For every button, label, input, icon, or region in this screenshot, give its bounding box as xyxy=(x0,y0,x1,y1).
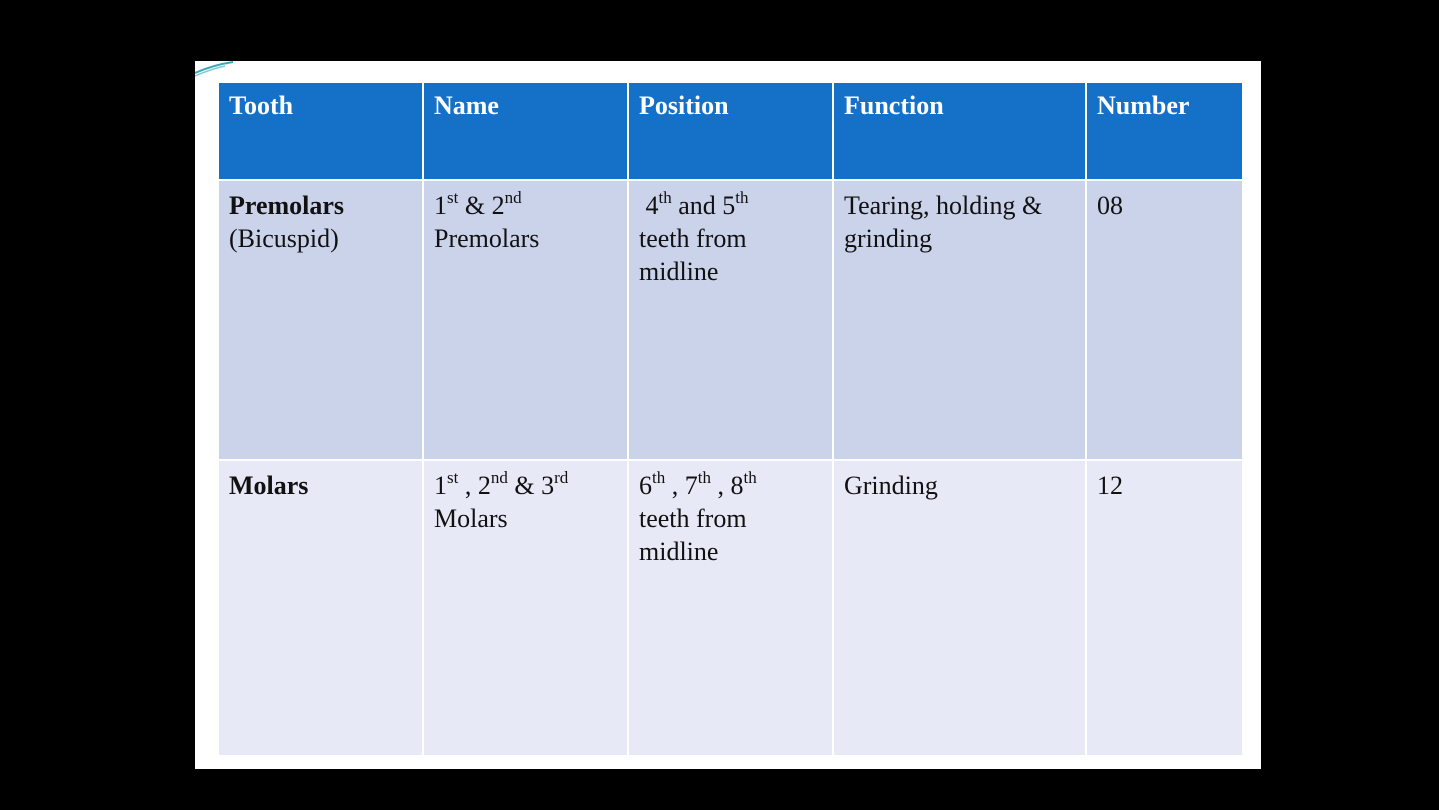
cell-name xyxy=(423,460,628,756)
ordinal-number: 7 xyxy=(684,471,698,500)
ordinal-number: 2 xyxy=(477,471,491,500)
separator: & xyxy=(458,191,492,220)
cell-number xyxy=(1086,460,1243,756)
table-row xyxy=(218,180,1243,460)
corner-swoosh-decoration xyxy=(195,61,235,77)
ordinal-suffix: nd xyxy=(504,188,522,208)
separator: , xyxy=(458,471,478,500)
function-text: grinding xyxy=(844,224,933,253)
ordinal-number: 1 xyxy=(434,471,447,500)
function-text: Grinding xyxy=(844,471,938,500)
cell-function xyxy=(833,460,1086,756)
separator: & xyxy=(507,471,542,500)
header-tooth: Tooth xyxy=(218,82,423,180)
teeth-table xyxy=(217,81,1244,757)
ordinal-suffix: st xyxy=(447,468,459,488)
ordinal-suffix: th xyxy=(735,188,749,208)
cell-tooth xyxy=(218,180,423,460)
ordinal-suffix: st xyxy=(447,188,459,208)
tooth-type: Premolars xyxy=(229,191,345,220)
ordinal-suffix: th xyxy=(652,468,666,488)
ordinal-number: 1 xyxy=(434,191,447,220)
ordinal-suffix: th xyxy=(658,188,672,208)
separator: and xyxy=(671,191,723,220)
ordinal-suffix: nd xyxy=(490,468,508,488)
slide xyxy=(195,61,1261,769)
tooth-type: Molars xyxy=(229,471,309,500)
table-row xyxy=(218,460,1243,756)
ordinal-number: 6 xyxy=(639,471,652,500)
ordinal-number: 4 xyxy=(645,191,659,220)
cell-name xyxy=(423,180,628,460)
position-text: teeth from xyxy=(639,224,747,253)
position-text: midline xyxy=(639,537,719,566)
header-position: Position xyxy=(628,82,833,180)
ordinal-suffix: th xyxy=(743,468,757,488)
separator: , xyxy=(710,471,731,500)
tooth-count: 08 xyxy=(1097,191,1123,220)
header-function: Function xyxy=(833,82,1086,180)
cell-function xyxy=(833,180,1086,460)
cell-position xyxy=(628,460,833,756)
ordinal-number: 3 xyxy=(541,471,555,500)
ordinal-suffix: th xyxy=(697,468,711,488)
tooth-count: 12 xyxy=(1097,471,1123,500)
ordinal-number: 5 xyxy=(722,191,736,220)
cell-number xyxy=(1086,180,1243,460)
ordinal-number: 8 xyxy=(730,471,744,500)
name-text: Premolars xyxy=(434,224,540,253)
ordinal-number: 2 xyxy=(491,191,505,220)
position-text: teeth from xyxy=(639,504,747,533)
ordinal-suffix: rd xyxy=(554,468,569,488)
cell-tooth xyxy=(218,460,423,756)
tooth-subtype: (Bicuspid) xyxy=(229,224,339,253)
header-number: Number xyxy=(1086,82,1243,180)
separator: , xyxy=(665,471,685,500)
function-text: Tearing, holding & xyxy=(844,191,1043,220)
cell-position xyxy=(628,180,833,460)
header-name: Name xyxy=(423,82,628,180)
table-header-row xyxy=(218,82,1243,180)
name-text: Molars xyxy=(434,504,508,533)
position-text: midline xyxy=(639,257,719,286)
